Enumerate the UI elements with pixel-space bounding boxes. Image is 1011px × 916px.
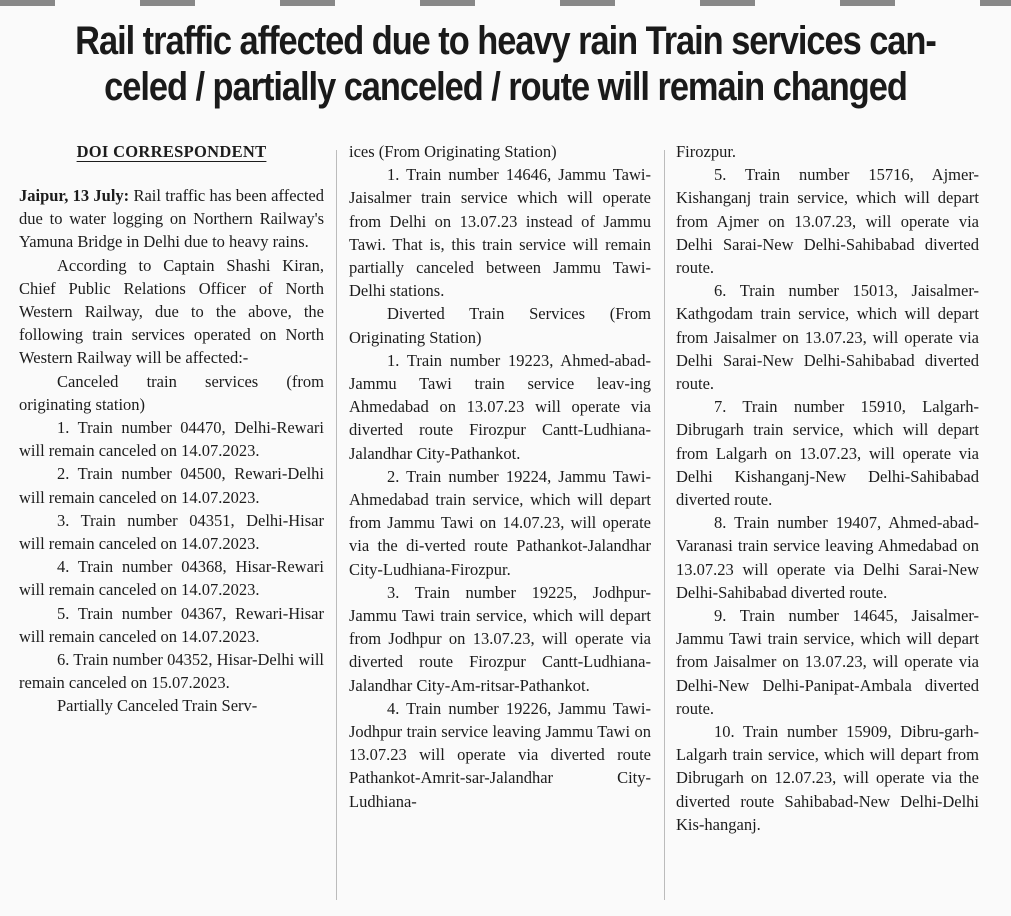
column-divider-1 bbox=[336, 150, 337, 900]
list-item: 10. Train number 15909, Dibru-garh-Lalgarh train service, which will depart from Dibrugarh on 12.07.23, will operate via the diverted route Sahibabad-New Delhi-Delhi Kis-hanganj. bbox=[676, 722, 979, 834]
article-headline bbox=[71, 18, 940, 110]
column-divider-2 bbox=[664, 150, 665, 900]
article-column-2 bbox=[349, 140, 651, 813]
byline: DOI CORRESPONDENT bbox=[76, 142, 267, 161]
top-masthead-strip bbox=[0, 0, 1011, 6]
list-item: 8. Train number 19407, Ahmed-abad-Varanasi train service leaving Ahmedabad on 13.07.23 will operate via Delhi Sarai-New Delhi-Sahibabad diverted route. bbox=[676, 513, 979, 602]
lead-paragraph bbox=[19, 184, 324, 254]
list-item: 6. Train number 04352, Hisar-Delhi will remain canceled on 15.07.2023. bbox=[19, 650, 324, 693]
section-heading-canceled: Canceled train services (from originating station) bbox=[19, 371, 324, 414]
article-column-1 bbox=[19, 140, 324, 718]
section-heading-diverted: Diverted Train Services (From Originating Station) bbox=[349, 304, 651, 347]
list-item: 3. Train number 04351, Delhi-Hisar will remain canceled on 14.07.2023. bbox=[19, 510, 324, 554]
list-item: 7. Train number 15910, Lalgarh-Dibrugarh train service, which will depart from Lalgarh on 13.07.23, will operate via Delhi Kishanganj-New Delhi-Sahibabad diverted route. bbox=[676, 397, 979, 510]
list-item: 5. Train number 04367, Rewari-Hisar will remain canceled on 14.07.2023. bbox=[19, 603, 324, 646]
list-item: 4. Train number 04368, Hisar-Rewari will remain canceled on 14.07.2023. bbox=[19, 557, 324, 600]
list-item: 6. Train number 15013, Jaisalmer-Kathgodam train service, which will depart from Jaisalmer on 13.07.23, will operate via Delhi Sarai-New Delhi-Sahibabad diverted route. bbox=[676, 281, 979, 394]
list-item: 2. Train number 19224, Jammu Tawi-Ahmedabad train service, which will depart from Jammu Tawi on 14.07.23, will operate via the di-verted route Pathankot-Jalandhar City-Ludhiana-Firozpur. bbox=[349, 466, 651, 579]
list-item: 5. Train number 15716, Ajmer-Kishanganj train service, which will depart from Ajmer on 13.07.23, will operate via Delhi Sarai-New Delhi-Sahibabad diverted route. bbox=[676, 165, 979, 278]
continued-heading: ices (From Originating Station) bbox=[349, 142, 557, 161]
section-heading-partial: Partially Canceled Train Serv- bbox=[57, 696, 258, 716]
paragraph: According to Captain Shashi Kiran, Chief Public Relations Officer of North Western Railway, due to the above, the following train services operated on North Western Railway will be affected:- bbox=[19, 255, 324, 368]
list-item: 4. Train number 19226, Jammu Tawi-Jodhpur train service leaving Jammu Tawi on 13.07.23 will operate via diverted route Pathankot-Amrit-sar-Jalandhar City-Ludhiana- bbox=[349, 698, 651, 811]
list-item: 1. Train number 19223, Ahmed-abad-Jammu Tawi train service leav-ing Ahmedabad on 13.07.23 will operate via diverted route Firozpur Cantt-Ludhiana-Jalandhar City-Pathankot. bbox=[349, 350, 651, 463]
list-item: 1. Train number 14646, Jammu Tawi-Jaisalmer train service which will operate from Delhi on 13.07.23 instead of Jammu Tawi. That is, this train service will remain partially canceled between Jammu Tawi-Delhi stations. bbox=[349, 165, 651, 301]
continued-text: Firozpur. bbox=[676, 142, 737, 161]
headline-line-1: Rail traffic affected due to heavy rain Train services can- bbox=[75, 19, 936, 63]
article-column-3 bbox=[676, 140, 979, 836]
dateline: Jaipur, 13 July: bbox=[19, 186, 130, 205]
lead-text: Rail traffic has been affected due to water logging on Northern Railway's Yamuna Bridge in Delhi due to heavy rains. bbox=[19, 186, 324, 252]
list-item: 1. Train number 04470, Delhi-Rewari will remain canceled on 14.07.2023. bbox=[19, 418, 324, 461]
headline-line-2: celed / partially canceled / route will remain changed bbox=[104, 65, 907, 109]
list-item: 3. Train number 19225, Jodhpur-Jammu Tawi train service, which will depart from Jodhpur on 13.07.23, will operate via diverted route Firozpur Cantt-Ludhiana-Jalandhar City-Am-ritsar-Pathankot. bbox=[349, 582, 651, 695]
list-item: 2. Train number 04500, Rewari-Delhi will remain canceled on 14.07.2023. bbox=[19, 464, 324, 507]
list-item: 9. Train number 14645, Jaisalmer-Jammu Tawi train service, which will depart from Jaisalmer on 13.07.23, will operate via Delhi-New Delhi-Panipat-Ambala diverted route. bbox=[676, 606, 979, 718]
